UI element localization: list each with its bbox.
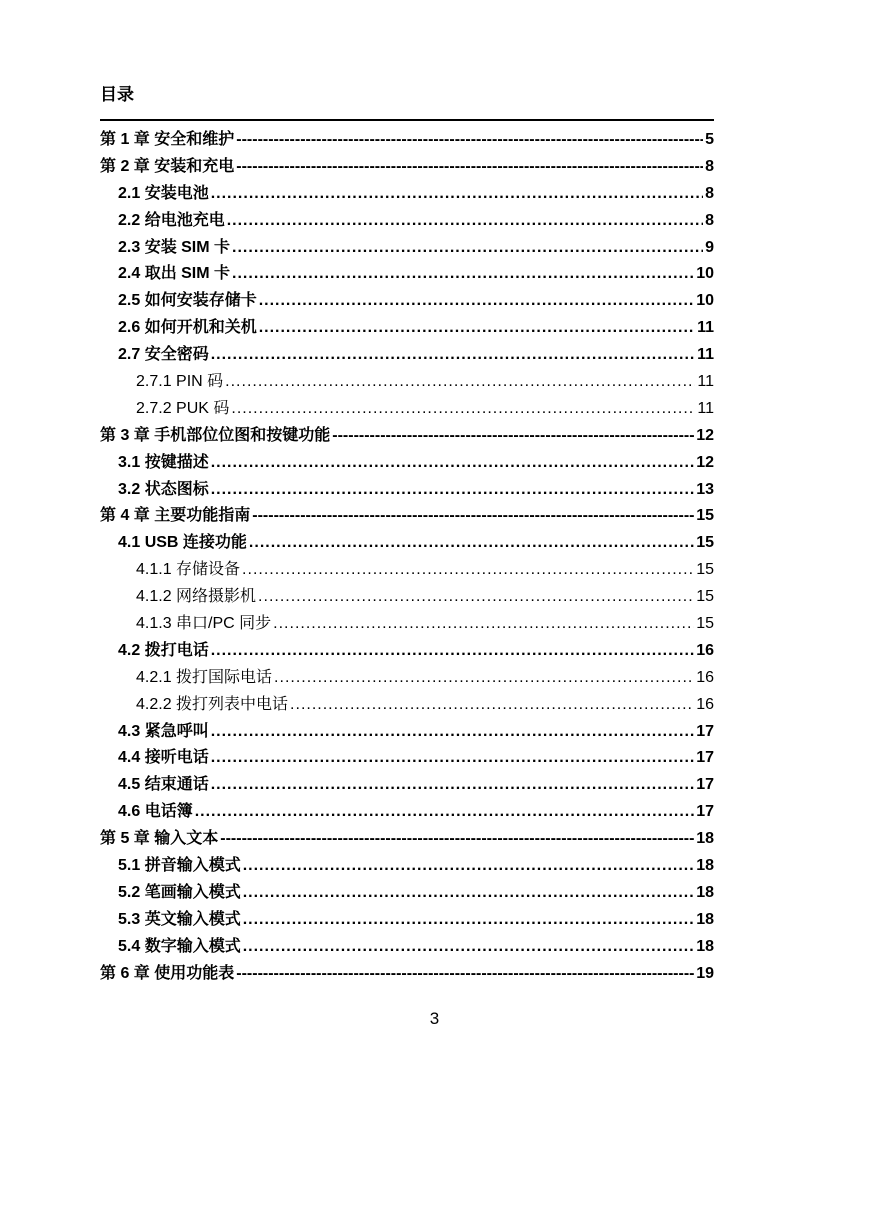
toc-entry-page: 18 xyxy=(696,857,714,875)
toc-entry-page: 15 xyxy=(696,588,714,606)
toc-entry-title: 第 1 章 安全和维护 xyxy=(100,131,235,148)
toc-entry-title: 第 6 章 使用功能表 xyxy=(100,964,235,982)
toc-entry[interactable] xyxy=(100,934,714,961)
toc-entry-page: 17 xyxy=(696,803,714,821)
toc-entry-page: 18 xyxy=(696,883,714,901)
toc-dot-leader xyxy=(242,557,694,584)
toc-entry-page: 16 xyxy=(696,641,714,659)
toc-entry[interactable] xyxy=(100,369,714,396)
toc-dot-leader xyxy=(243,880,695,907)
toc-entry-title: 2.7 安全密码 xyxy=(118,346,209,364)
toc-entry[interactable] xyxy=(100,611,714,638)
toc-entry-title: 4.4 接听电话 xyxy=(118,749,209,767)
toc-entry-page: 8 xyxy=(705,184,714,202)
toc-entry[interactable] xyxy=(100,880,714,907)
toc-entry-page: 15 xyxy=(696,534,714,552)
toc-entry-title: 4.1.1 存储设备 xyxy=(136,561,241,579)
toc-entry[interactable] xyxy=(100,477,714,504)
toc-dot-leader xyxy=(259,288,695,315)
toc-entry-title: 2.1 安装电池 xyxy=(118,184,209,202)
toc-entry-page: 15 xyxy=(696,507,714,525)
toc-entry[interactable] xyxy=(100,235,714,262)
toc-entry-title: 第 3 章 手机部位位图和按键功能 xyxy=(100,426,331,444)
toc-dot-leader xyxy=(211,772,695,799)
toc-entry-title: 4.2 拨打电话 xyxy=(118,641,209,659)
toc-entry-title: 2.7.2 PUK 码 xyxy=(136,399,230,417)
toc-dot-leader xyxy=(195,799,695,826)
toc-entry-title: 4.3 紧急呼叫 xyxy=(118,722,209,740)
toc-entry-page: 11 xyxy=(697,346,714,364)
toc-dot-leader xyxy=(211,342,695,369)
toc-entry-title: 第 5 章 输入文本 xyxy=(100,830,219,848)
toc-entry-title: 2.6 如何开机和关机 xyxy=(118,319,257,337)
toc-dot-leader xyxy=(252,503,694,530)
toc-entry[interactable] xyxy=(100,181,714,208)
toc-dot-leader xyxy=(231,396,695,423)
toc-entry[interactable] xyxy=(100,719,714,746)
toc-entry[interactable] xyxy=(100,127,714,154)
toc-entry[interactable] xyxy=(100,638,714,665)
toc-entry[interactable] xyxy=(100,557,714,584)
toc-dot-leader xyxy=(232,235,703,262)
toc-entry-title: 5.4 数字输入模式 xyxy=(118,937,241,955)
toc-entry-title: 2.7.1 PIN 码 xyxy=(136,373,224,391)
heading-rule xyxy=(100,119,714,121)
toc-dot-leader xyxy=(211,638,695,665)
toc-entry-page: 10 xyxy=(696,292,714,310)
toc-entry-title: 2.3 安装 SIM 卡 xyxy=(118,238,231,256)
toc-entry-title: 2.2 给电池充电 xyxy=(118,211,225,229)
toc-entry[interactable] xyxy=(100,745,714,772)
toc-entry-page: 17 xyxy=(696,776,714,794)
toc-entry-page: 19 xyxy=(696,964,714,982)
toc-entry[interactable] xyxy=(100,692,714,719)
toc-dot-leader xyxy=(225,369,695,396)
toc-entry-title: 4.1 USB 连接功能 xyxy=(118,534,247,552)
toc-dot-leader xyxy=(243,853,695,880)
toc-entry-page: 15 xyxy=(696,615,714,633)
toc-dot-leader xyxy=(259,315,695,342)
toc-entry-page: 16 xyxy=(696,668,714,686)
toc-entry[interactable] xyxy=(100,584,714,611)
toc-dot-leader xyxy=(243,907,695,934)
toc-entry-title: 3.2 状态图标 xyxy=(118,480,209,498)
toc-entry[interactable] xyxy=(100,315,714,342)
toc-entry-title: 2.5 如何安装存储卡 xyxy=(118,292,257,310)
toc-dot-leader xyxy=(227,208,703,235)
toc-entry[interactable] xyxy=(100,826,714,853)
toc-dot-leader xyxy=(211,450,695,477)
toc-entry[interactable] xyxy=(100,961,714,988)
toc-entry[interactable] xyxy=(100,450,714,477)
toc-entry-title: 4.5 结束通话 xyxy=(118,776,209,794)
toc-entry[interactable] xyxy=(100,261,714,288)
toc-dot-leader xyxy=(249,530,694,557)
toc-dot-leader xyxy=(232,261,694,288)
toc-entry-page: 18 xyxy=(696,937,714,955)
toc-entry[interactable] xyxy=(100,154,714,181)
toc-entry[interactable] xyxy=(100,342,714,369)
toc-list xyxy=(100,127,714,988)
toc-entry-title: 5.2 笔画输入模式 xyxy=(118,883,241,901)
toc-entry[interactable] xyxy=(100,503,714,530)
toc-entry-page: 17 xyxy=(696,749,714,767)
toc-entry[interactable] xyxy=(100,396,714,423)
toc-dot-leader xyxy=(273,611,694,638)
page-number: 3 xyxy=(429,1009,440,1028)
toc-dot-leader xyxy=(236,154,703,181)
toc-entry-page: 11 xyxy=(697,319,714,337)
toc-entry[interactable] xyxy=(100,772,714,799)
toc-entry-title: 4.1.2 网络摄影机 xyxy=(136,588,257,606)
toc-dot-leader xyxy=(332,423,694,450)
toc-entry[interactable] xyxy=(100,208,714,235)
toc-entry-page: 15 xyxy=(696,561,714,579)
toc-dot-leader xyxy=(211,181,703,208)
toc-entry-title: 5.1 拼音输入模式 xyxy=(118,857,241,875)
toc-page xyxy=(100,80,714,988)
toc-entry-page: 12 xyxy=(696,426,714,444)
toc-entry-page: 10 xyxy=(696,265,714,283)
toc-dot-leader xyxy=(258,584,694,611)
toc-entry-title: 3.1 按键描述 xyxy=(118,453,209,471)
toc-entry-title: 2.4 取出 SIM 卡 xyxy=(118,265,231,283)
toc-entry[interactable] xyxy=(100,530,714,557)
toc-entry-page: 18 xyxy=(696,830,714,848)
toc-entry-title: 4.2.2 拨打列表中电话 xyxy=(136,695,289,713)
toc-dot-leader xyxy=(211,719,695,746)
toc-entry-title: 5.3 英文输入模式 xyxy=(118,910,241,928)
toc-entry-page: 11 xyxy=(697,399,714,417)
toc-entry-title: 第 4 章 主要功能指南 xyxy=(100,507,251,525)
toc-entry-title: 第 2 章 安装和充电 xyxy=(100,157,235,175)
toc-entry-page: 18 xyxy=(696,910,714,928)
toc-dot-leader xyxy=(236,961,694,988)
toc-entry-page: 11 xyxy=(697,373,714,391)
toc-entry-page: 8 xyxy=(705,157,714,175)
toc-dot-leader xyxy=(211,477,695,504)
toc-entry[interactable] xyxy=(100,665,714,692)
toc-dot-leader xyxy=(236,127,703,154)
toc-dot-leader xyxy=(211,745,695,772)
toc-entry[interactable] xyxy=(100,853,714,880)
toc-heading: 目录 xyxy=(100,85,134,104)
toc-entry-page: 17 xyxy=(696,722,714,740)
toc-entry[interactable] xyxy=(100,799,714,826)
toc-entry-title: 4.2.1 拨打国际电话 xyxy=(136,668,273,686)
toc-dot-leader xyxy=(274,665,694,692)
toc-entry-page: 12 xyxy=(696,453,714,471)
toc-entry[interactable] xyxy=(100,423,714,450)
toc-dot-leader xyxy=(220,826,694,853)
toc-entry-page: 5 xyxy=(705,131,714,148)
toc-entry[interactable] xyxy=(100,288,714,315)
toc-entry-page: 9 xyxy=(705,238,714,256)
toc-entry-page: 16 xyxy=(696,695,714,713)
toc-entry-title: 4.6 电话簿 xyxy=(118,803,193,821)
toc-dot-leader xyxy=(243,934,695,961)
toc-entry[interactable] xyxy=(100,907,714,934)
toc-entry-page: 13 xyxy=(696,480,714,498)
toc-dot-leader xyxy=(290,692,694,719)
toc-entry-title: 4.1.3 串口/PC 同步 xyxy=(136,615,272,633)
toc-entry-page: 8 xyxy=(705,211,714,229)
